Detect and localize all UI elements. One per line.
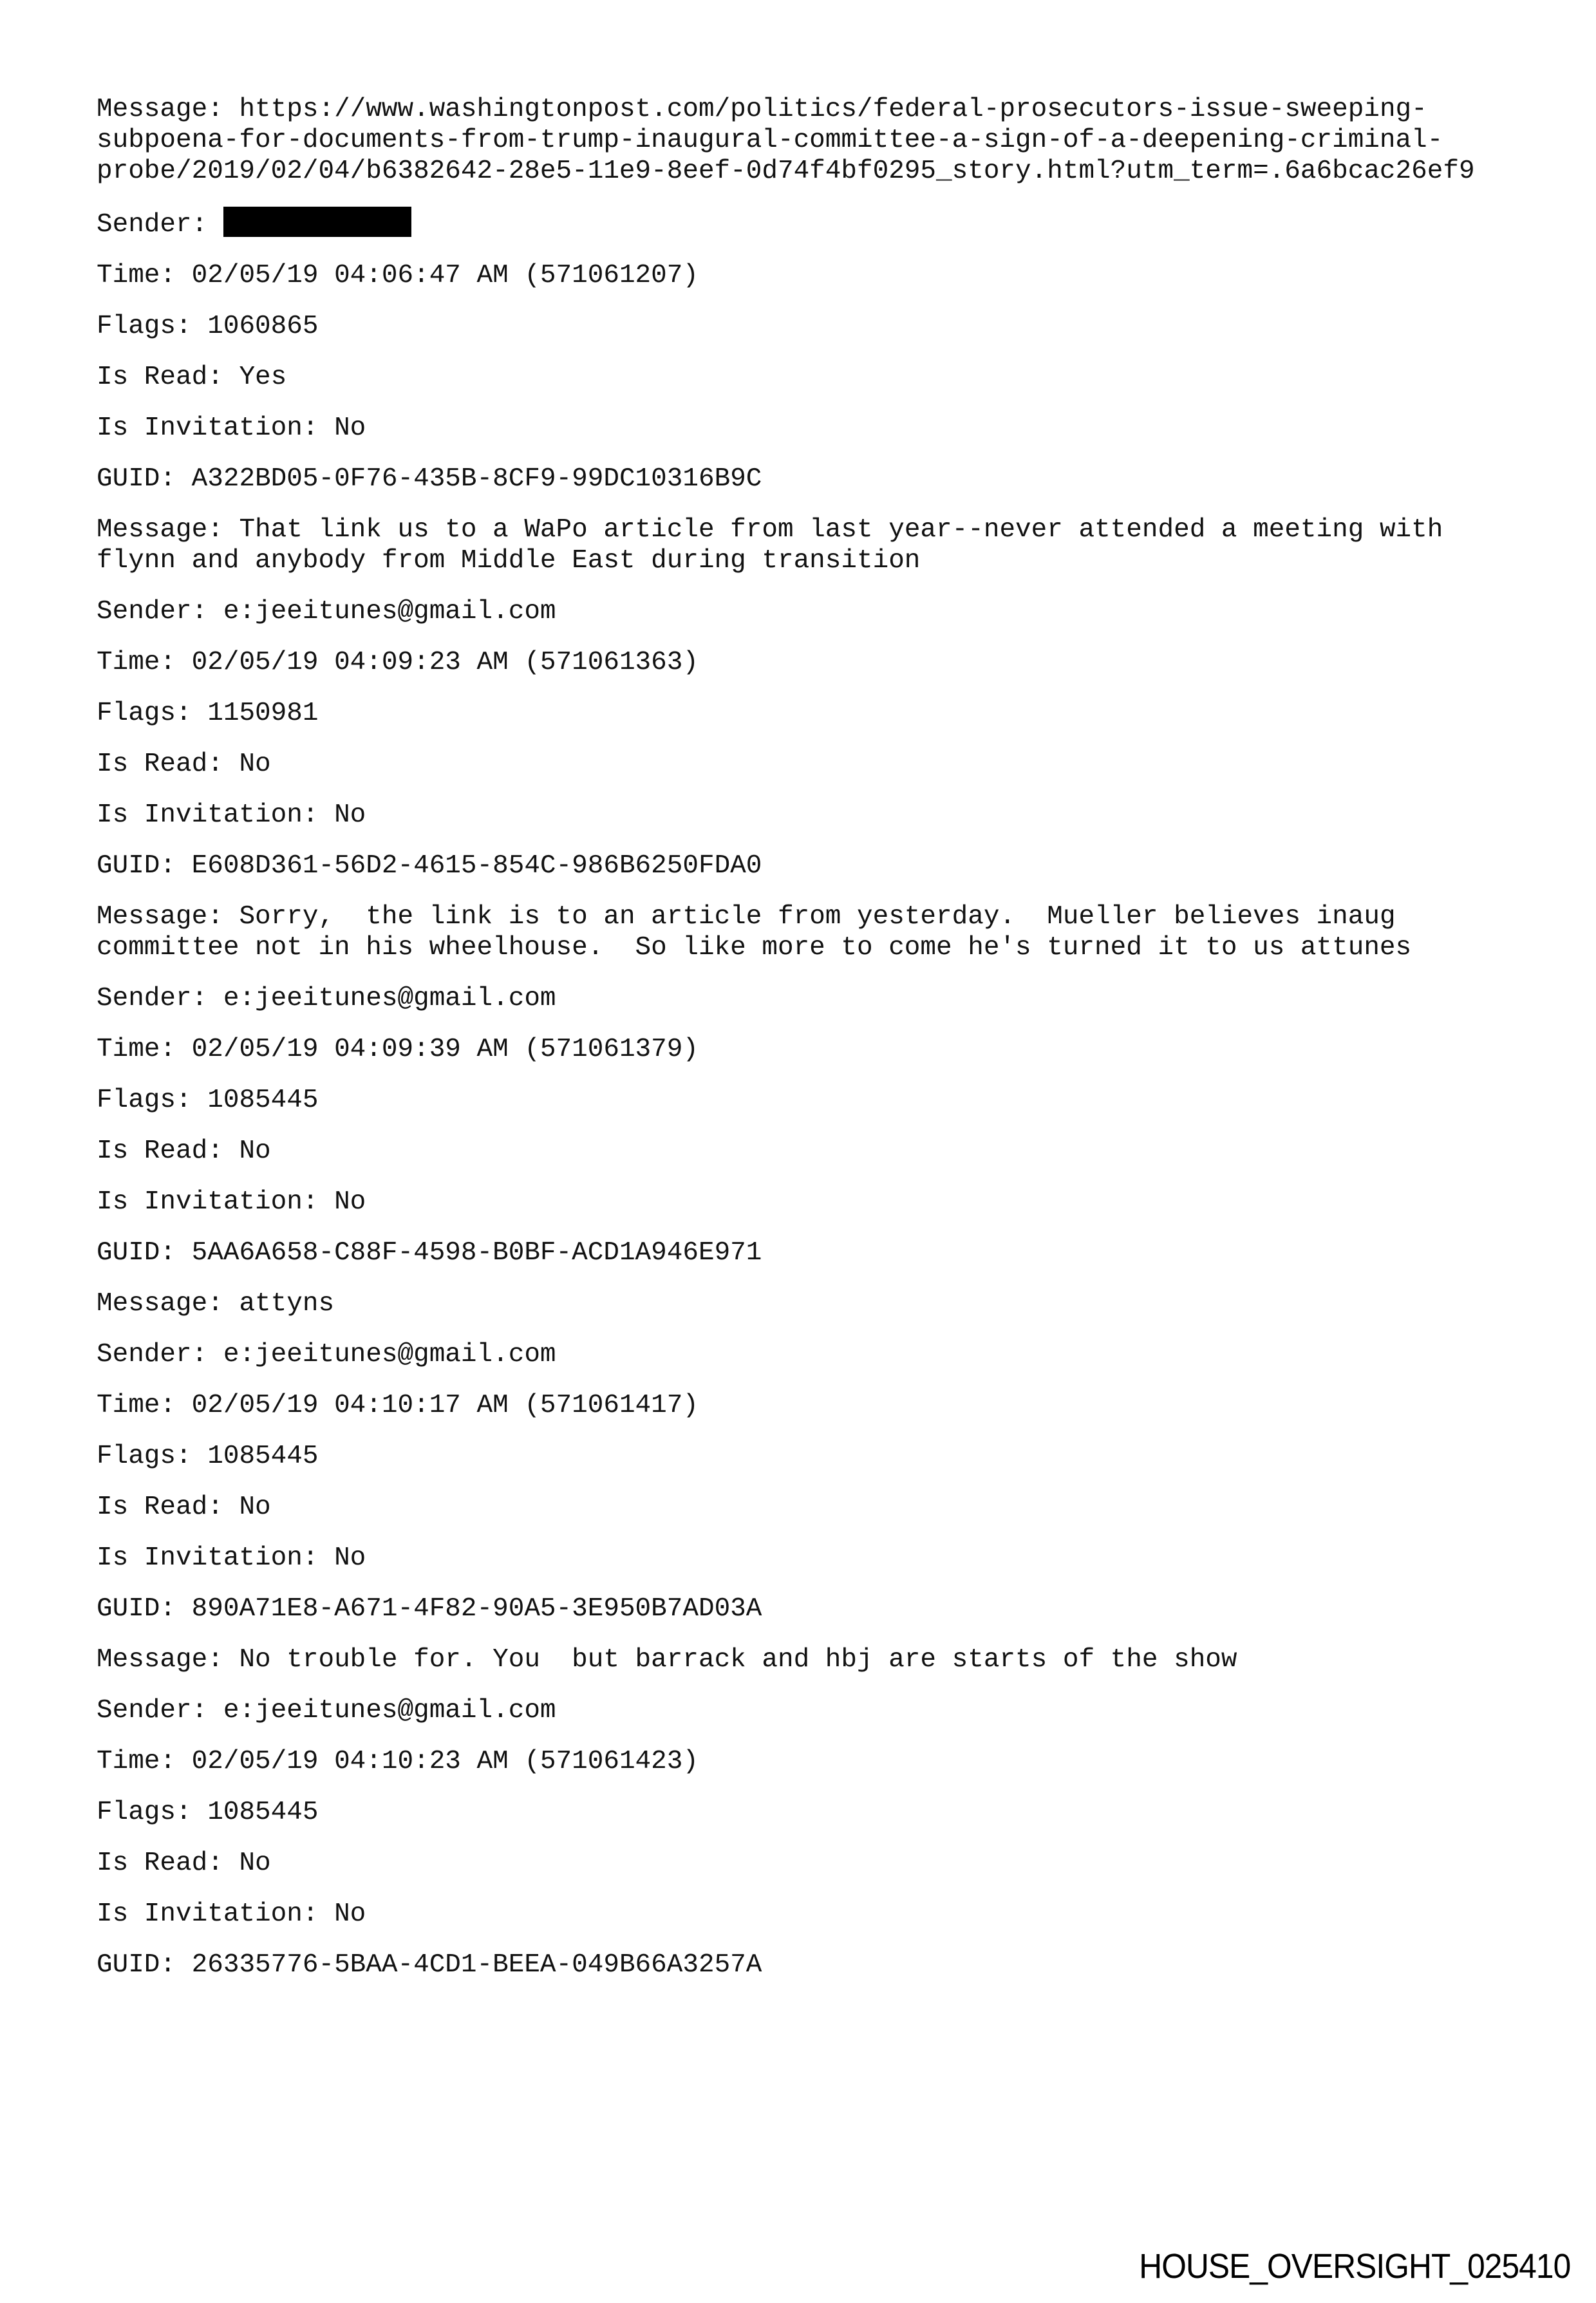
message-field [97, 1644, 1503, 1675]
field-label: Sender: [97, 210, 208, 240]
is-invitation-field [97, 413, 1503, 444]
field-label: GUID: [97, 1950, 176, 1980]
field-label: GUID: [97, 1594, 176, 1624]
is-invitation-value: No [334, 413, 366, 443]
message-value: No trouble for. You but barrack and hbj are starts of the show [239, 1645, 1237, 1675]
message-field [97, 94, 1503, 187]
is-invitation-field [97, 800, 1503, 831]
message-field [97, 514, 1503, 576]
message-log [97, 94, 1503, 2000]
time-value: 02/05/19 04:10:17 AM (571061417) [191, 1391, 699, 1420]
field-label: Message: [97, 1289, 223, 1319]
message-field [97, 901, 1503, 963]
is-invitation-field [97, 1543, 1503, 1574]
flags-value: 1085445 [207, 1798, 319, 1827]
field-label: Is Read: [97, 1136, 223, 1166]
is-read-value: No [239, 1492, 271, 1522]
message-url-text: https://www.washingtonpost.com/politics/federal-prosecutors-issue-sweeping-subpoena-for-documents-from-trump-inaugural-committee-a-sign-of-a-deepening-criminal-probe/2019/02/04/b6382642-28e5-11e9-8eef-0d74f4bf0295_story.html?utm_term=.6a6bcac26ef9 [97, 95, 1475, 186]
sender-field [97, 1695, 1503, 1726]
is-read-field [97, 1848, 1503, 1879]
field-label: Time: [97, 648, 176, 677]
flags-value: 1150981 [207, 699, 319, 728]
flags-field [97, 1441, 1503, 1472]
field-label: Is Read: [97, 1492, 223, 1522]
field-label: Flags: [97, 1442, 192, 1471]
guid-field [97, 464, 1503, 494]
flags-field [97, 311, 1503, 342]
intro-message-record [97, 94, 1503, 187]
guid-field [97, 1950, 1503, 1980]
sender-value: e:jeeitunes@gmail.com [223, 1340, 556, 1369]
message-field [97, 1288, 1503, 1319]
field-label: Sender: [97, 597, 208, 626]
is-invitation-value: No [334, 800, 366, 830]
sender-field [97, 983, 1503, 1014]
field-label: GUID: [97, 851, 176, 881]
message-record [97, 1339, 1503, 1675]
is-read-value: No [239, 1136, 271, 1166]
field-label: GUID: [97, 464, 176, 494]
sender-value: e:jeeitunes@gmail.com [223, 597, 556, 626]
guid-field [97, 1593, 1503, 1624]
flags-value: 1060865 [207, 312, 319, 341]
field-label: Is Invitation: [97, 1899, 319, 1929]
message-record [97, 596, 1503, 963]
field-label: Sender: [97, 1340, 208, 1369]
is-read-field [97, 362, 1503, 393]
is-invitation-value: No [334, 1187, 366, 1217]
message-record [97, 207, 1503, 576]
field-label: Time: [97, 1747, 176, 1776]
message-value: That link us to a WaPo article from last year--never attended a meeting with flynn and anybody from Middle East during transition [97, 515, 1459, 576]
sender-value: e:jeeitunes@gmail.com [223, 984, 556, 1013]
field-label: Is Invitation: [97, 1187, 319, 1217]
sender-field [97, 207, 1503, 240]
is-invitation-field [97, 1187, 1503, 1217]
is-invitation-value: No [334, 1899, 366, 1929]
field-label: Flags: [97, 312, 192, 341]
time-field [97, 647, 1503, 678]
field-label: Message: [97, 515, 223, 545]
field-label: Is Read: [97, 362, 223, 392]
flags-value: 1085445 [207, 1442, 319, 1471]
field-label: Time: [97, 1035, 176, 1064]
sender-field [97, 596, 1503, 627]
field-label: Message: [97, 95, 223, 124]
field-label: Is Read: [97, 749, 223, 779]
time-field [97, 1390, 1503, 1421]
message-value: Sorry, the link is to an article from yesterday. Mueller believes inaug committee not in his wheelhouse. So like more to come he's turned it to us attunes [97, 902, 1412, 963]
time-value: 02/05/19 04:09:39 AM (571061379) [191, 1035, 699, 1064]
field-label: Time: [97, 1391, 176, 1420]
time-field [97, 1746, 1503, 1777]
time-field [97, 260, 1503, 291]
field-label: Sender: [97, 984, 208, 1013]
flags-value: 1085445 [207, 1086, 319, 1115]
is-read-field [97, 1492, 1503, 1523]
is-read-value: No [239, 749, 271, 779]
field-label: GUID: [97, 1238, 176, 1268]
is-invitation-field [97, 1899, 1503, 1930]
message-value: attyns [239, 1289, 335, 1319]
is-read-field [97, 749, 1503, 780]
sender-field [97, 1339, 1503, 1370]
flags-field [97, 1797, 1503, 1828]
guid-value: 26335776-5BAA-4CD1-BEEA-049B66A3257A [191, 1950, 762, 1980]
field-label: Is Invitation: [97, 413, 319, 443]
time-value: 02/05/19 04:10:23 AM (571061423) [191, 1747, 699, 1776]
guid-value: 890A71E8-A671-4F82-90A5-3E950B7AD03A [191, 1594, 762, 1624]
message-record [97, 983, 1503, 1319]
field-label: Is Read: [97, 1848, 223, 1878]
redaction-bar [223, 207, 411, 237]
field-label: Flags: [97, 1798, 192, 1827]
guid-value: A322BD05-0F76-435B-8CF9-99DC10316B9C [191, 464, 762, 494]
flags-field [97, 1085, 1503, 1116]
field-label: Sender: [97, 1696, 208, 1725]
field-label: Message: [97, 902, 223, 932]
flags-field [97, 698, 1503, 729]
guid-field [97, 851, 1503, 881]
message-record [97, 1695, 1503, 1980]
is-read-value: No [239, 1848, 271, 1878]
guid-value: 5AA6A658-C88F-4598-B0BF-ACD1A946E971 [191, 1238, 762, 1268]
sender-value: e:jeeitunes@gmail.com [223, 1696, 556, 1725]
field-label: Is Invitation: [97, 1543, 319, 1573]
bates-number: HOUSE_OVERSIGHT_025410 [1138, 2247, 1570, 2286]
guid-field [97, 1237, 1503, 1268]
field-label: Flags: [97, 699, 192, 728]
field-label: Is Invitation: [97, 800, 319, 830]
is-read-field [97, 1136, 1503, 1167]
time-value: 02/05/19 04:09:23 AM (571061363) [191, 648, 699, 677]
time-field [97, 1034, 1503, 1065]
guid-value: E608D361-56D2-4615-854C-986B6250FDA0 [191, 851, 762, 881]
field-label: Flags: [97, 1086, 192, 1115]
time-value: 02/05/19 04:06:47 AM (571061207) [191, 261, 699, 290]
field-label: Message: [97, 1645, 223, 1675]
field-label: Time: [97, 261, 176, 290]
is-invitation-value: No [334, 1543, 366, 1573]
is-read-value: Yes [239, 362, 287, 392]
